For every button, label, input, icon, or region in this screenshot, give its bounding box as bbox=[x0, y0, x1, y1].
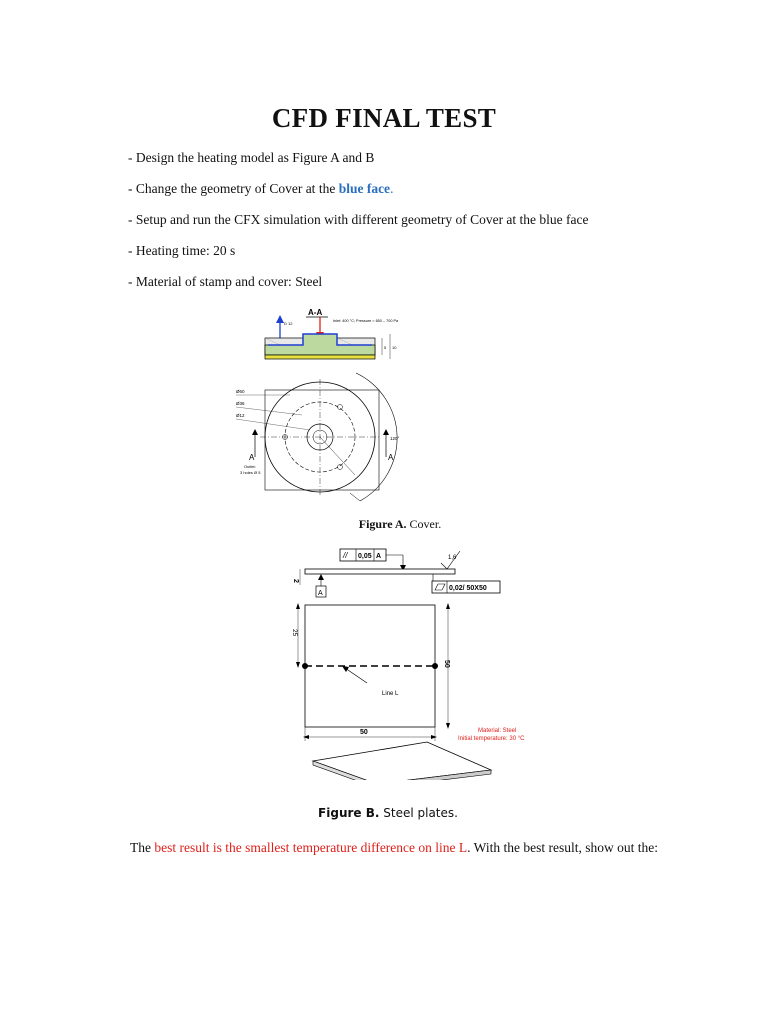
dim-25: 25 bbox=[291, 629, 298, 637]
figure-a-cover-drawing bbox=[230, 305, 420, 505]
dia-12: Ø12 bbox=[236, 413, 245, 418]
datum-label: A bbox=[376, 553, 382, 560]
bullet-heating-time: - Heating time: 20 s bbox=[128, 243, 236, 258]
dim-50-right: 50 bbox=[443, 660, 450, 668]
outlet-label: Outlet: bbox=[244, 464, 256, 469]
dia-36: Ø36 bbox=[236, 401, 245, 406]
bullet-setup: - Setup and run the CFX simulation with different geometry of Cover at the blue face bbox=[128, 212, 589, 227]
dia-60: Ø60 bbox=[236, 389, 245, 394]
figure-b-caption: Figure B. Steel plates. bbox=[318, 806, 458, 820]
bullet-material: - Material of stamp and cover: Steel bbox=[128, 274, 323, 289]
dim-50-bottom: 50 bbox=[360, 729, 368, 736]
final-lead: The bbox=[130, 840, 155, 855]
bullet-design: - Design the heating model as Figure A and B bbox=[128, 150, 375, 165]
yellow-plate bbox=[265, 355, 375, 359]
svg-text://: // bbox=[343, 551, 348, 560]
parallel-tolerance: 0,05 bbox=[358, 553, 372, 560]
flatness-tolerance: 0,02/ 50X50 bbox=[449, 585, 487, 592]
page-title: CFD FINAL TEST bbox=[271, 103, 497, 133]
inlet-note: Inlet: 400 °C; Pressure = 650 – 700 Pa bbox=[333, 319, 399, 323]
outlet-holes-label: 3 holes Ø 5 bbox=[240, 470, 261, 475]
section-right-label: A bbox=[388, 453, 394, 462]
initial-temp-note: Initial temperature: 30 °C bbox=[458, 736, 525, 742]
bullet-change-text: - Change the geometry of Cover at the bbox=[128, 181, 339, 196]
final-rest: . With the best result, show out the: bbox=[467, 840, 658, 855]
dim-small: D 12 bbox=[284, 321, 293, 326]
angle-label: 120° bbox=[390, 436, 400, 441]
line-l-label: Line L bbox=[382, 691, 399, 697]
dim-2: 2 bbox=[292, 579, 299, 583]
final-paragraph bbox=[92, 838, 672, 857]
final-highlight: best result is the smallest temperature difference on line L bbox=[154, 840, 468, 855]
roughness-value: 1,6 bbox=[448, 555, 457, 561]
blue-face-highlight: blue face bbox=[338, 181, 391, 196]
bullet-change-geometry bbox=[128, 181, 393, 197]
figure-b-steel-plates-drawing bbox=[285, 545, 545, 780]
bullet-period: . bbox=[390, 181, 394, 196]
datum-box-label: A bbox=[318, 590, 323, 597]
dim-10: 10 bbox=[392, 345, 397, 350]
figure-a-caption: Figure A. Cover. bbox=[358, 517, 442, 531]
dim-5: 5 bbox=[384, 345, 387, 350]
material-note: Material: Steel bbox=[478, 728, 517, 734]
section-label: A-A bbox=[308, 308, 323, 317]
section-left-label: A bbox=[249, 453, 255, 462]
